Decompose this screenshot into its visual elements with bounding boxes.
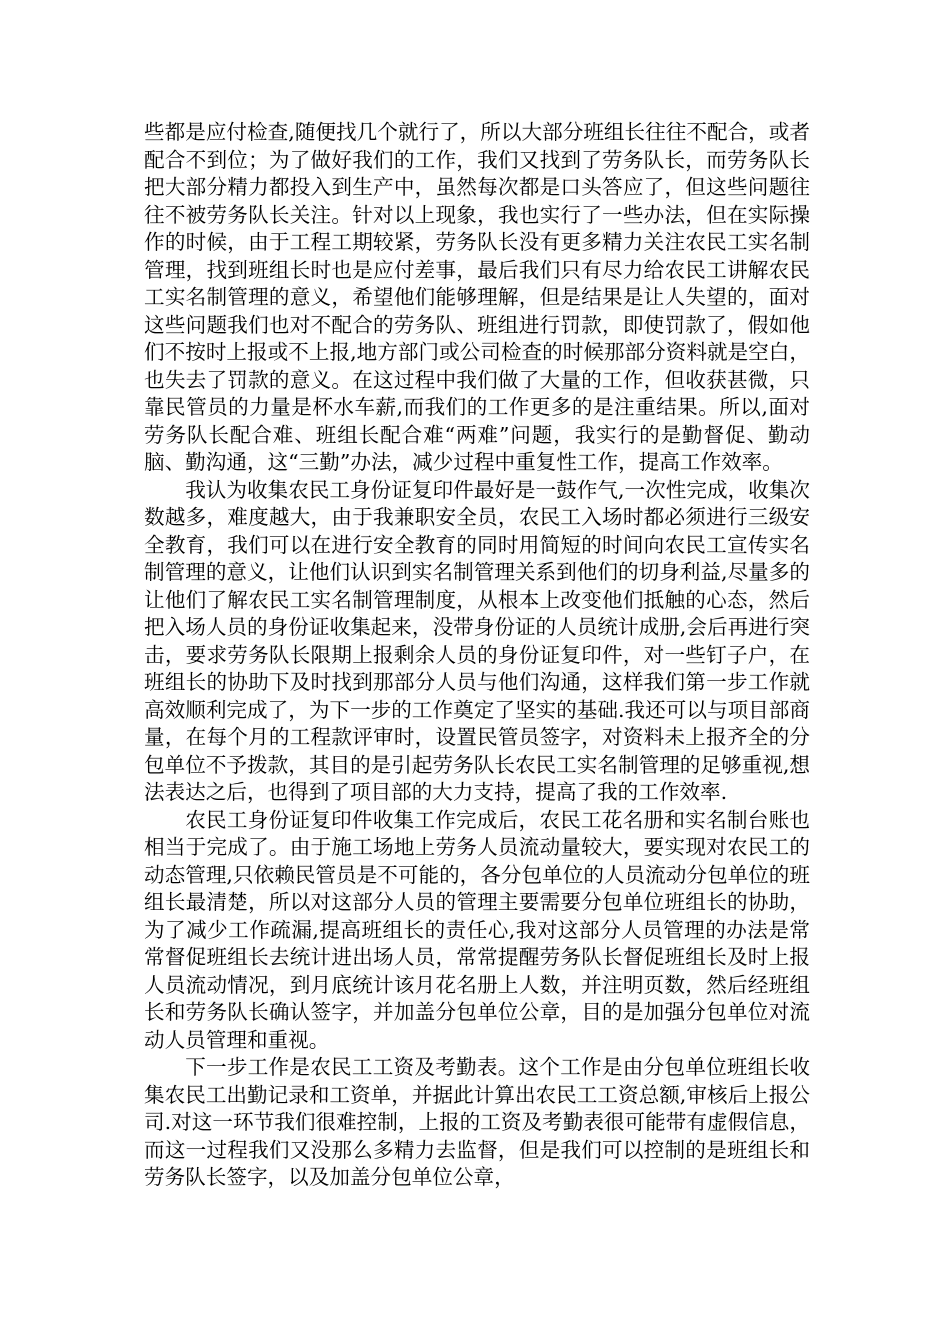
body-text — [144, 119, 810, 1192]
paragraph-id-card-collection: 我认为收集农民工身份证复印件最好是一鼓作气,一次性完成，收集次数越多，难度越大，由于我兼职安全员，农民工入场时都必须进行三级安全教育，我们可以在进行安全教育的同时用简短的时间向农民工宣传实名制管理的意义，让他们认识到实名制管理关系到他们的切身利益,尽量多的让他们了解农民工实名制管理制度，从根本上改变他们抵触的心态，然后把入场人员的身份证收集起来，没带身份证的人员统计成册,会后再进行突击，要求劳务队长限期上报剩余人员的身份证复印件，对一些钉子户，在班组长的协助下及时找到那部分人员与他们沟通，这样我们第一步工作就高效顺利完成了，为下一步的工作奠定了坚实的基础.我还可以与项目部商量，在每个月的工程款评审时，设置民管员签字，对资料未上报齐全的分包单位不予拨款，其目的是引起劳务队长农民工实名制管理的足够重视,想法表达之后，也得到了项目部的大力支持，提高了我的工作效率. — [144, 477, 810, 804]
paragraph-wage-attendance: 下一步工作是农民工工资及考勤表。这个工作是由分包单位班组长收集农民工出勤记录和工资单，并据此计算出农民工工资总额,审核后上报公司.对这一环节我们很难控制，上报的工资及考勤表很可能带有虚假信息，而这一过程我们又没那么多精力去监督，但是我们可以控制的是班组长和劳务队长签字，以及加盖分包单位公章， — [144, 1055, 810, 1189]
paragraph-roster-management: 农民工身份证复印件收集工作完成后，农民工花名册和实名制台账也相当于完成了。由于施工场地上劳务人员流动量较大，要实现对农民工的动态管理,只依赖民管员是不可能的，各分包单位的人员流动分包单位的班组长最清楚，所以对这部分人员的管理主要需要分包单位班组长的协助，为了减少工作疏漏,提高班组长的责任心,我对这部分人员管理的办法是常常督促班组长去统计进出场人员，常常提醒劳务队长督促班组长及时上报人员流动情况，到月底统计该月花名册上人数，并注明页数，然后经班组长和劳务队长确认签字，并加盖分包单位公章，目的是加强分包单位对流动人员管理和重视。 — [144, 807, 810, 1052]
paragraph-continued: 些都是应付检查,随便找几个就行了，所以大部分班组长往往不配合，或者配合不到位；为了做好我们的工作，我们又找到了劳务队长，而劳务队长把大部分精力都投入到生产中，虽然每次都是口头答应了，但这些问题往往不被劳务队长关注。针对以上现象，我也实行了一些办法，但在实际操作的时候，由于工程工期较紧，劳务队长没有更多精力关注农民工实名制管理，找到班组长时也是应付差事，最后我们只有尽力给农民工讲解农民工实名制管理的意义，希望他们能够理解，但是结果是让人失望的，面对这些问题我们也对不配合的劳务队、班组进行罚款，即使罚款了，假如他们不按时上报或不上报,地方部门或公司检查的时候那部分资料就是空白，也失去了罚款的意义。在这过程中我们做了大量的工作，但收获甚微，只靠民管员的力量是杯水车薪,而我们的工作更多的是注重结果。所以,面对劳务队长配合难、班组长配合难“两难”问题，我实行的是勤督促、勤动脑、勤沟通，这“三勤”办法，减少过程中重复性工作，提高工作效率。 — [144, 120, 810, 474]
